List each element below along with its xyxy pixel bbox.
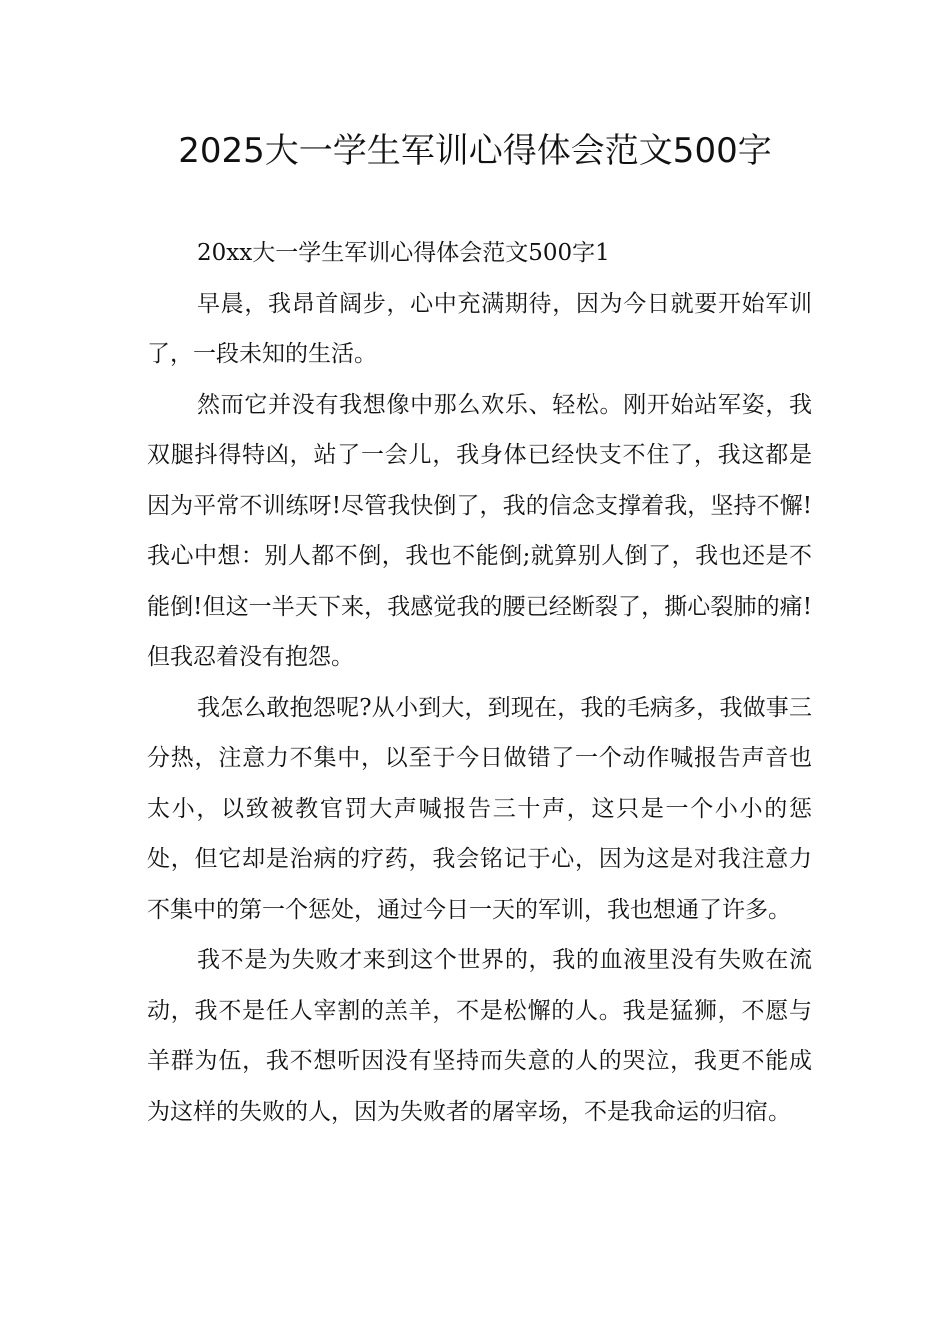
section-heading: 20xx大一学生军训心得体会范文500字1 [197,240,610,266]
document-body [147,228,812,1137]
paragraph-1: 早晨，我昂首阔步，心中充满期待，因为今日就要开始军训了，一段未知的生活。 [147,290,812,367]
paragraph-4: 我不是为失败才来到这个世界的，我的血液里没有失败在流动，我不是任人宰割的羔羊，不是松懈的人。我是猛狮，不愿与羊群为伍，我不想听因没有坚持而失意的人的哭泣，我更不能成为这样的失败的人，因为失败者的屠宰场，不是我命运的归宿。 [147,947,812,1125]
paragraph-2: 然而它并没有我想像中那么欢乐、轻松。刚开始站军姿，我双腿抖得特凶，站了一会儿，我身体已经快支不住了，我这都是因为平常不训练呀!尽管我快倒了，我的信念支撑着我，坚持不懈!我心中想：别人都不倒，我也不能倒;就算别人倒了，我也还是不能倒!但这一半天下来，我感觉我的腰已经断裂了，撕心裂肺的痛!但我忍着没有抱怨。 [147,391,812,670]
paragraph-3: 我怎么敢抱怨呢?从小到大，到现在，我的毛病多，我做事三分热，注意力不集中，以至于今日做错了一个动作喊报告声音也太小，以致被教官罚大声喊报告三十声，这只是一个小小的惩处，但它却是治病的疗药，我会铭记于心，因为这是对我注意力不集中的第一个惩处，通过今日一天的军训，我也想通了许多。 [147,694,812,923]
document-title: 2025大一学生军训心得体会范文500字 [178,131,772,171]
